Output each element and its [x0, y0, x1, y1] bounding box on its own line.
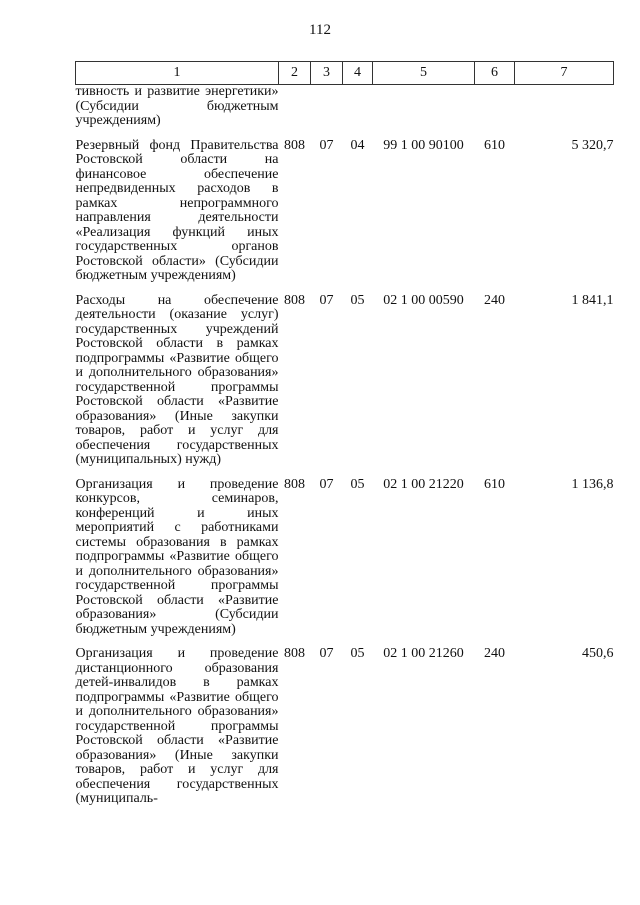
row-description: тивность и развитие энергетики» (Субсидии бюджетным учреждениям): [75, 84, 279, 128]
row-description: Организация и проведение дистанционного образования детей-инвалидов в рамках подпрограммы «Развитие общего и дополнительного образования» государственной программы Ростовской области «Развитие образования» (Иные закупки товаров, работ и услуг для обеспечения государственных (муниципаль-: [75, 646, 279, 806]
header-col-4: 4: [343, 62, 373, 85]
row-expense-type: 240: [484, 292, 505, 308]
row-subsection: 05: [350, 646, 365, 661]
table-row: [76, 647, 614, 807]
row-expense-type: 240: [484, 646, 505, 661]
row-ministry: 808: [284, 646, 305, 661]
budget-table: [75, 61, 614, 807]
row-ministry: [279, 85, 311, 129]
row-section: 07: [319, 476, 334, 492]
row-amount: 1 841,1: [571, 292, 614, 308]
page-number: 112: [309, 22, 331, 38]
table-row: [76, 85, 614, 129]
row-target-article: [373, 85, 475, 129]
row-subsection: 05: [350, 476, 365, 492]
row-ministry: 808: [284, 137, 305, 153]
row-target-article: 02 1 00 21260: [383, 646, 464, 661]
header-col-2: 2: [279, 62, 311, 85]
row-subsection: [343, 85, 373, 129]
row-subsection: 04: [350, 137, 365, 153]
row-section: 07: [319, 292, 334, 308]
row-section: 07: [319, 137, 334, 153]
row-description: Расходы на обеспечение деятельности (оказание услуг) государственных учреждений Ростовской области в рамках подпрограммы «Развитие общего и дополнительного образования» государственной программы Ростовской области «Развитие образования» (Иные закупки товаров, работ и услуг для обеспечения государственных (муниципальных) нужд): [75, 292, 279, 467]
header-col-3: 3: [311, 62, 343, 85]
header-col-1: 1: [76, 62, 279, 85]
row-ministry: 808: [284, 476, 305, 492]
row-target-article: 02 1 00 21220: [383, 476, 464, 492]
row-section: [311, 85, 343, 129]
table-row: [76, 139, 614, 284]
row-ministry: 808: [284, 292, 305, 308]
table-header: [76, 62, 614, 85]
row-target-article: 99 1 00 90100: [383, 137, 464, 153]
header-col-5: 5: [373, 62, 475, 85]
row-amount: 5 320,7: [571, 137, 614, 153]
row-target-article: 02 1 00 00590: [383, 292, 464, 308]
row-expense-type: 610: [484, 476, 505, 492]
row-amount: 1 136,8: [571, 476, 614, 492]
table-row: [76, 294, 614, 468]
row-description: Организация и проведение конкурсов, семинаров, конференций и иных мероприятий с работниками системы образования в рамках подпрограммы «Развитие общего и дополнительного образования» государственной программы Ростовской области «Развитие образования» (Субсидии бюджетным учреждениям): [75, 476, 279, 637]
header-col-7: 7: [515, 62, 614, 85]
row-section: 07: [319, 646, 334, 661]
row-subsection: 05: [350, 292, 365, 308]
row-amount: [515, 85, 614, 129]
row-expense-type: [475, 85, 515, 129]
row-amount: 450,6: [582, 646, 614, 661]
row-expense-type: 610: [484, 137, 505, 153]
header-col-6: 6: [475, 62, 515, 85]
row-description: Резервный фонд Правительства Ростовской области на финансовое обеспечение непредвиденных расходов в рамках непрограммного направления деятельности «Реализация функций иных государственных органов Ростовской области» (Субсидии бюджетным учреждениям): [75, 137, 279, 283]
table-row: [76, 478, 614, 638]
